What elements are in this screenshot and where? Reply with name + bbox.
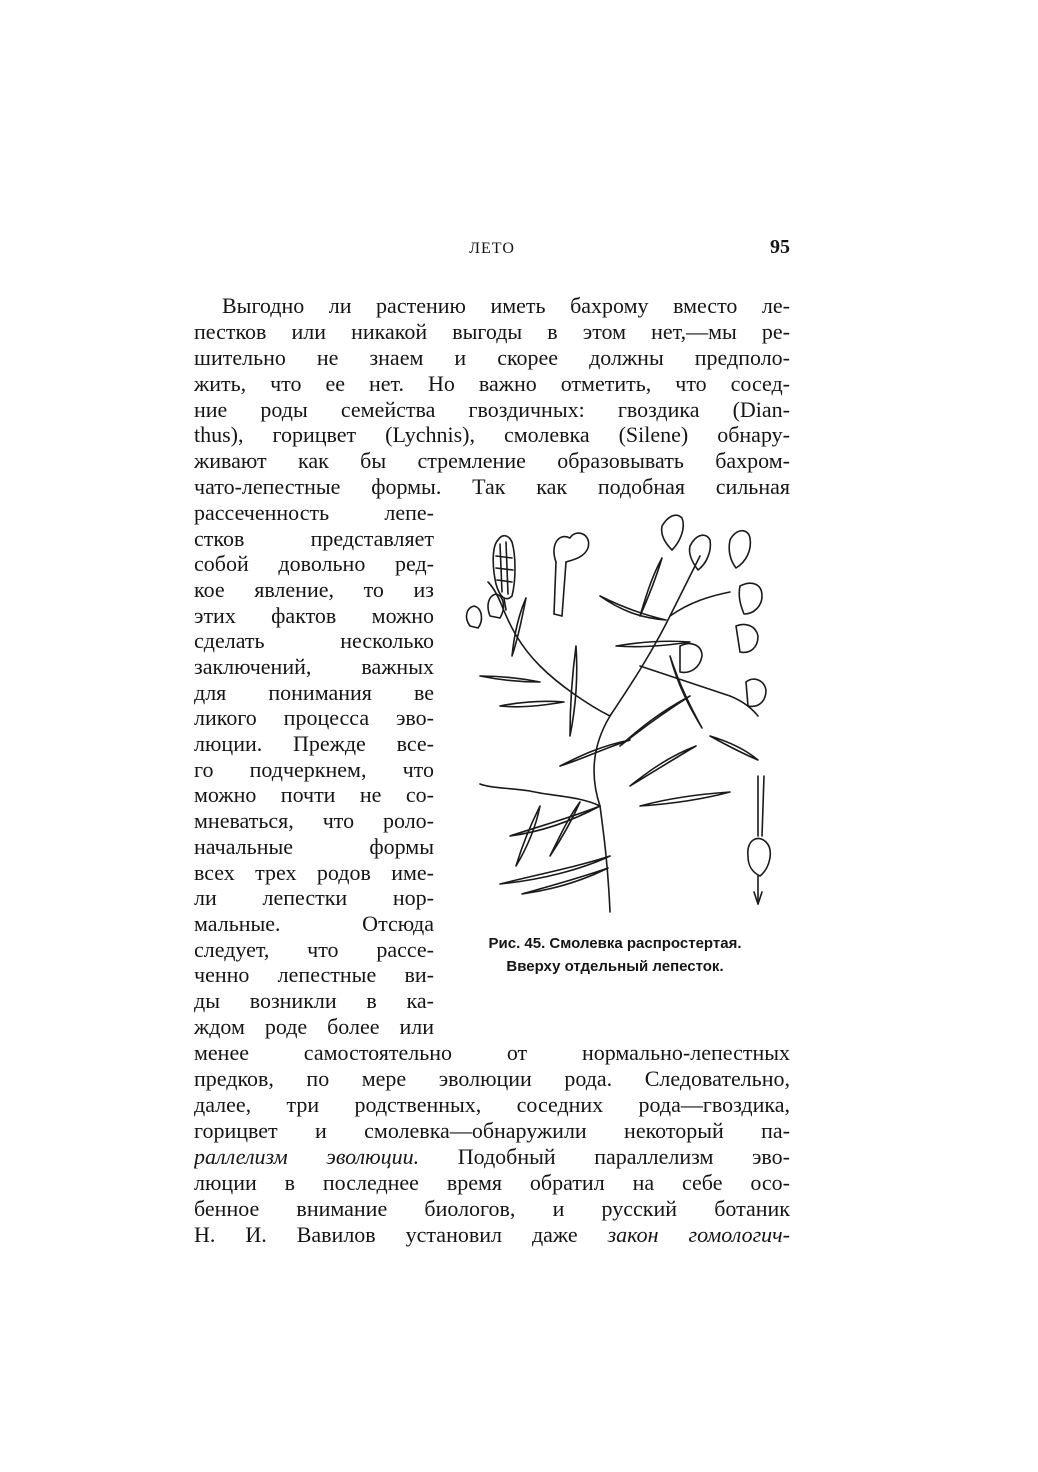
side-text-line: го подчеркнем, что [194, 757, 434, 782]
caption-line: Вверху отдельный лепесток. [506, 958, 724, 975]
text-line: живают как бы стремление образовывать бахром- [194, 448, 790, 473]
side-text-line: мальные. Отсюда [194, 911, 434, 936]
side-text-line: ды возникли в ка- [194, 988, 434, 1013]
text-line: шительно не знаем и скорее должны предполо- [194, 345, 790, 370]
italic-term-law: закон гомологич- [607, 1222, 790, 1247]
side-text-line: рассеченность лепе- [194, 500, 434, 525]
side-text-line: ченно лепестные ви- [194, 962, 434, 987]
text-fragment: Н. И. Вавилов установил даже [194, 1222, 608, 1247]
side-text-line: стков представляет [194, 526, 434, 551]
text-line: ние роды семейства гвоздичных: гвоздика (Dian- [194, 397, 790, 422]
italic-term-parallelism: раллелизм эволюции. [194, 1144, 420, 1169]
side-text-line: можно почти не со- [194, 782, 434, 807]
side-text-line: ликого процесса эво- [194, 705, 434, 730]
text-line: люции в последнее время обратил на себе осо- [194, 1170, 790, 1195]
text-fragment: Подобный параллелизм эво- [419, 1144, 790, 1169]
text-line: горицвет и смолевка—обнаружили некоторый па- [194, 1118, 790, 1143]
silene-illustration [440, 506, 790, 926]
figure-caption [440, 932, 790, 978]
text-line: Выгодно ли растению иметь бахрому вместо ле- [222, 293, 790, 318]
side-text-line: люции. Прежде все- [194, 731, 434, 756]
running-head [194, 236, 790, 264]
text-line: бенное внимание биологов, и русский ботаник [194, 1196, 790, 1221]
running-head-title: ЛЕТО [469, 240, 515, 257]
caption-line: Рис. 45. Смолевка распростертая. [488, 935, 742, 952]
side-text-line: ли лепестки нор- [194, 885, 434, 910]
side-text-line: всех трех родов име- [194, 860, 434, 885]
side-text-line: собой довольно ред- [194, 551, 434, 576]
side-text-line: ждом роде более или [194, 1014, 434, 1039]
text-line: пестков или никакой выгоды в этом нет,—мы ре- [194, 319, 790, 344]
text-line: чато-лепестные формы. Так как подобная сильная [194, 474, 790, 499]
side-text-line: кое явление, то из [194, 577, 434, 602]
separate-petal-drawing [493, 533, 588, 616]
text-line: thus), горицвет (Lychnis), смолевка (Silene) обнару- [194, 422, 790, 447]
side-text-line: этих фактов можно [194, 603, 434, 628]
side-text-line: для понимания ве [194, 680, 434, 705]
text-line: далее, три родственных, соседних рода—гвоздика, [194, 1092, 790, 1117]
text-line: жить, что ее нет. Но важно отметить, что сосед- [194, 371, 790, 396]
page-number: 95 [770, 236, 790, 258]
side-text-line: мневаться, что роло- [194, 808, 434, 833]
text-line: менее самостоятельно от нормально-лепестных [194, 1040, 790, 1065]
seed-capsule-drawing [748, 776, 770, 904]
text-line-parallelism [194, 1144, 790, 1169]
side-text-line: начальные формы [194, 834, 434, 859]
side-text-line: следует, что рассе- [194, 937, 434, 962]
side-text-line: заключений, важных [194, 654, 434, 679]
side-text-line: сделать несколько [194, 628, 434, 653]
text-line: предков, по мере эволюции рода. Следовательно, [194, 1066, 790, 1091]
text-line-last [194, 1222, 790, 1247]
plant-leaves [480, 558, 758, 894]
